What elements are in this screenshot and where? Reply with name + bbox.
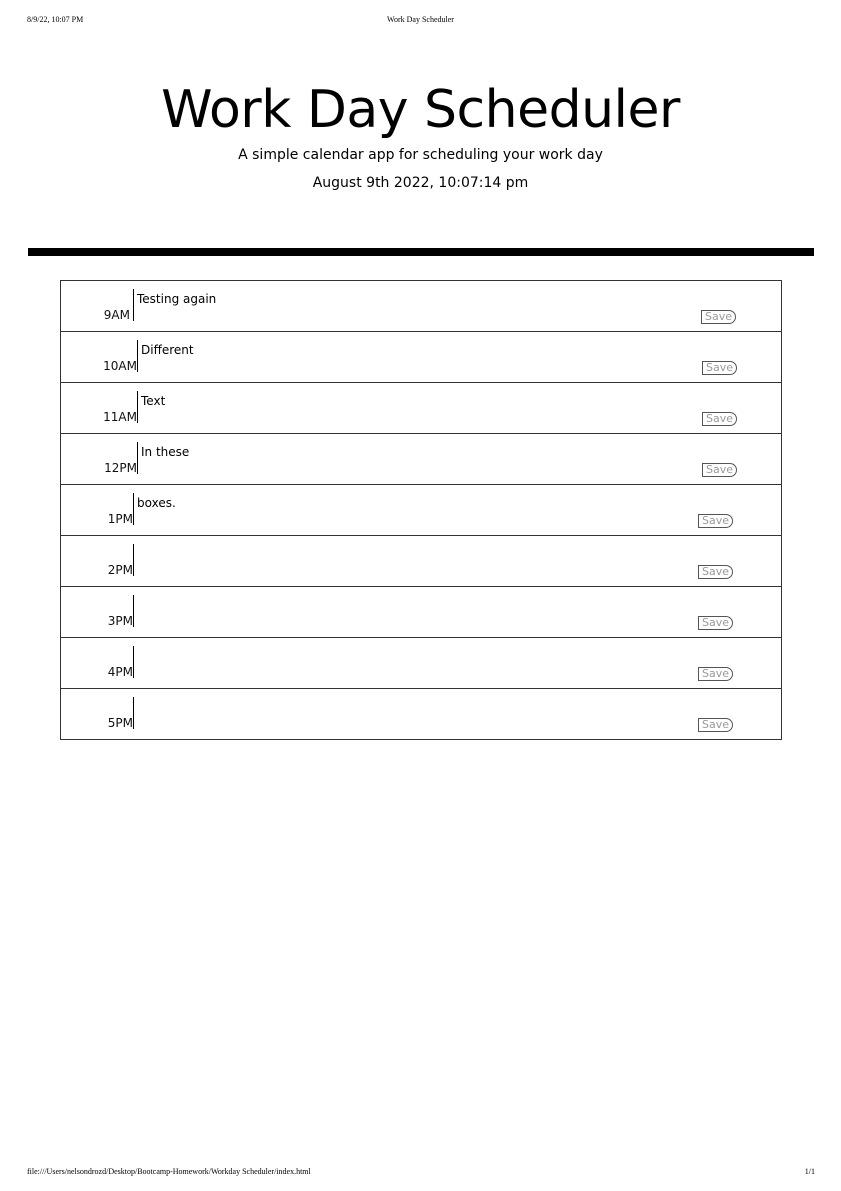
header-divider xyxy=(28,248,814,256)
page-lead: A simple calendar app for scheduling your work day xyxy=(238,147,603,163)
hour-label: 9AM xyxy=(103,308,130,322)
save-button[interactable]: Save xyxy=(702,463,737,477)
time-block-5pm xyxy=(61,689,781,740)
time-block-1pm xyxy=(61,485,781,536)
time-block-3pm xyxy=(61,587,781,638)
time-block-11am xyxy=(61,383,781,434)
timeblock-container xyxy=(60,280,782,740)
time-block-4pm xyxy=(61,638,781,689)
hour-label: 1PM xyxy=(107,512,133,526)
hour-label: 12PM xyxy=(104,461,137,475)
event-textarea[interactable]: boxes. xyxy=(133,493,697,525)
time-block-12pm xyxy=(61,434,781,485)
current-day: August 9th 2022, 10:07:14 pm xyxy=(312,175,529,191)
hour-label: 4PM xyxy=(107,665,133,679)
time-block-10am xyxy=(61,332,781,383)
save-button[interactable]: Save xyxy=(698,616,733,630)
hour-label: 3PM xyxy=(107,614,133,628)
save-button[interactable]: Save xyxy=(698,718,733,732)
page-title: Work Day Scheduler xyxy=(161,80,680,140)
event-textarea[interactable] xyxy=(133,697,697,729)
event-textarea[interactable] xyxy=(133,646,697,678)
print-header-title: Work Day Scheduler xyxy=(387,15,454,24)
event-textarea[interactable]: Different xyxy=(137,340,701,372)
event-textarea[interactable] xyxy=(133,595,697,627)
save-button[interactable]: Save xyxy=(702,412,737,426)
hour-label: 11AM xyxy=(103,410,137,424)
time-block-2pm xyxy=(61,536,781,587)
save-button[interactable]: Save xyxy=(702,361,737,375)
jumbotron-header xyxy=(0,78,841,192)
save-button[interactable]: Save xyxy=(698,667,733,681)
time-block-9am xyxy=(61,281,781,332)
save-button[interactable]: Save xyxy=(698,514,733,528)
event-textarea[interactable] xyxy=(133,544,697,576)
print-header-datetime: 8/9/22, 10:07 PM xyxy=(27,15,84,24)
event-textarea[interactable]: In these xyxy=(137,442,701,474)
print-footer-path: file:///Users/nelsondrozd/Desktop/Bootcamp-Homework/Workday Scheduler/index.html xyxy=(27,1167,311,1176)
event-textarea[interactable]: Testing again xyxy=(133,289,697,321)
hour-label: 2PM xyxy=(107,563,133,577)
hour-label: 10AM xyxy=(103,359,137,373)
hour-label: 5PM xyxy=(107,716,133,730)
event-textarea[interactable]: Text xyxy=(137,391,701,423)
print-footer-page: 1/1 xyxy=(804,1167,815,1176)
save-button[interactable]: Save xyxy=(701,310,736,324)
save-button[interactable]: Save xyxy=(698,565,733,579)
